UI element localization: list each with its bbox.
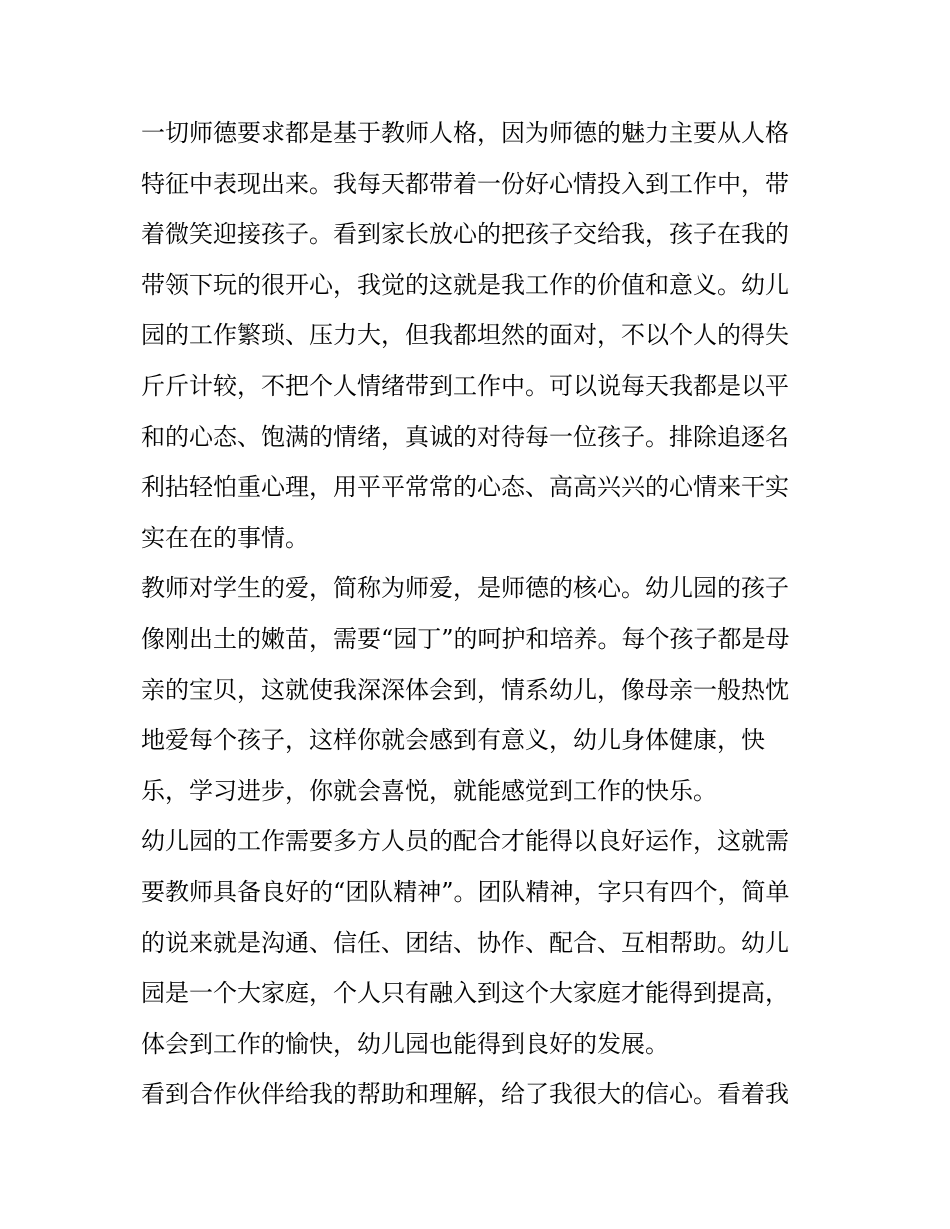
paragraph-1	[141, 108, 813, 563]
text-line: 教师对学生的爱，简称为师爱，是师德的核心。幼儿园的孩子	[141, 574, 789, 603]
text-line: 的说来就是沟通、信任、团结、协作、配合、互相帮助。幼儿	[141, 928, 789, 957]
text-line: 着微笑迎接孩子。看到家长放心的把孩子交给我，孩子在我的	[141, 220, 789, 249]
paragraph-4	[141, 1069, 813, 1120]
text-line: 园的工作繁琐、压力大，但我都坦然的面对，不以个人的得失	[141, 321, 789, 350]
document-body	[141, 108, 813, 1120]
text-line: 和的心态、饱满的情绪，真诚的对待每一位孩子。排除追逐名	[141, 422, 789, 451]
text-line: 一切师德要求都是基于教师人格，因为师德的魅力主要从人格	[141, 119, 789, 147]
paragraph-3	[141, 816, 813, 1069]
text-line: 幼儿园的工作需要多方人员的配合才能得以良好运作，这就需	[141, 827, 789, 856]
text-line: 乐，学习进步，你就会喜悦，就能感觉到工作的快乐。	[141, 776, 717, 805]
text-line: 斤斤计较，不把个人情绪带到工作中。可以说每天我都是以平	[141, 371, 789, 400]
text-line: 实在在的事情。	[141, 523, 309, 552]
paragraph-2	[141, 563, 813, 816]
text-line: 亲的宝贝，这就使我深深体会到，情系幼儿，像母亲一般热忱	[141, 675, 789, 704]
text-line: 特征中表现出来。我每天都带着一份好心情投入到工作中，带	[141, 169, 789, 198]
text-line: 地爱每个孩子，这样你就会感到有意义，幼儿身体健康，快	[141, 726, 765, 755]
text-line: 要教师具备良好的“团队精神”。团队精神，字只有四个，简单	[141, 877, 790, 906]
text-line: 园是一个大家庭，个人只有融入到这个大家庭才能得到提高，	[141, 979, 789, 1008]
text-line: 带领下玩的很开心，我觉的这就是我工作的价值和意义。幼儿	[141, 270, 789, 299]
text-line: 利拈轻怕重心理，用平平常常的心态、高高兴兴的心情来干实	[141, 473, 789, 502]
text-line: 像刚出土的嫩苗，需要“园丁”的呵护和培养。每个孩子都是母	[141, 624, 790, 653]
text-line: 体会到工作的愉快，幼儿园也能得到良好的发展。	[141, 1029, 669, 1058]
text-line: 看到合作伙伴给我的帮助和理解，给了我很大的信心。看着我	[141, 1080, 789, 1109]
